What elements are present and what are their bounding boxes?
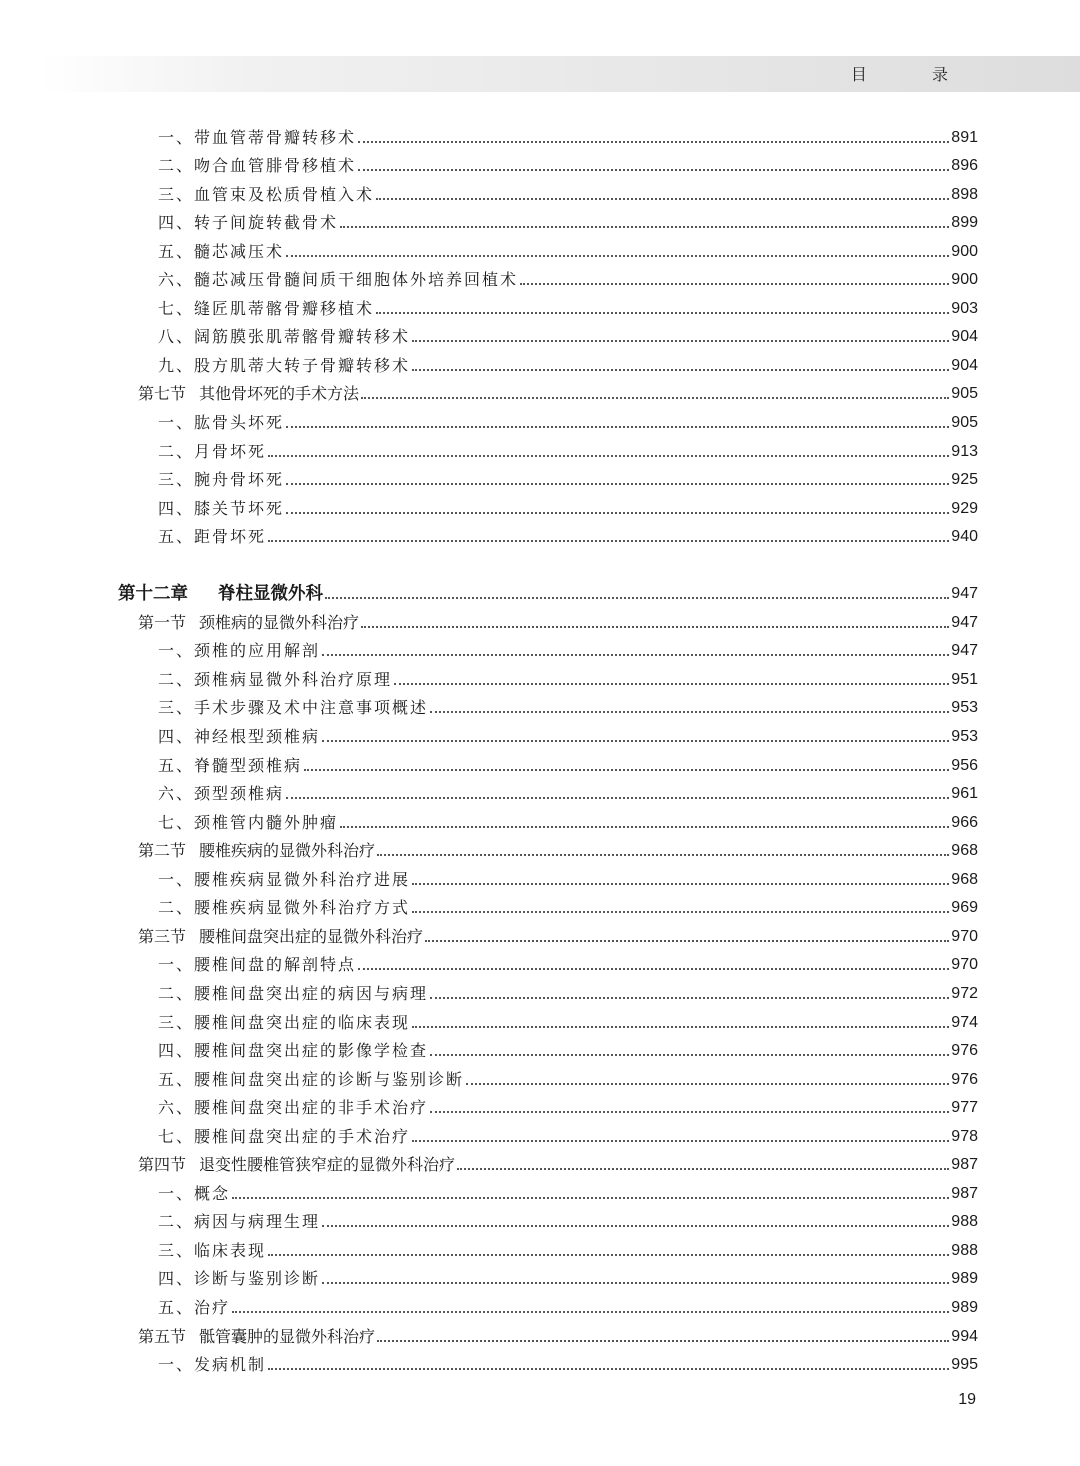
toc-item-title: 七、腰椎间盘突出症的手术治疗	[158, 1126, 411, 1146]
chapter-heading-page: 947	[951, 585, 978, 603]
toc-item[interactable]	[118, 462, 978, 491]
toc-item-page: 972	[951, 984, 978, 1002]
toc-item-title: 四、转子间旋转截骨术	[158, 213, 339, 233]
toc-item-title: 七、缝匠肌蒂髂骨瓣移植术	[158, 298, 375, 318]
toc-item-title: 二、月骨坏死	[158, 441, 267, 461]
toc-item-page: 956	[951, 756, 978, 774]
toc-item[interactable]	[118, 148, 978, 177]
section-heading-title	[138, 1327, 375, 1347]
toc-item[interactable]	[118, 1347, 978, 1376]
toc-item-page: 900	[951, 271, 978, 289]
toc-item[interactable]	[118, 661, 978, 690]
toc-item-page: 896	[951, 157, 978, 175]
toc-item-page: 951	[951, 670, 978, 688]
toc-item-title: 二、颈椎病显微外科治疗原理	[158, 669, 393, 689]
toc-item-title: 五、髓芯减压术	[158, 241, 285, 261]
toc-item[interactable]	[118, 1004, 978, 1033]
section-heading-title	[138, 1155, 455, 1175]
toc-item[interactable]	[118, 776, 978, 805]
toc-item-title: 四、腰椎间盘突出症的影像学检查	[158, 1041, 429, 1061]
leader-dots	[322, 1225, 949, 1227]
leader-dots	[412, 369, 949, 371]
toc-item-page: 929	[951, 499, 978, 517]
toc-item-page: 989	[951, 1298, 978, 1316]
section-heading-label: 退变性腰椎管狭窄症的显微外科治疗	[199, 1155, 456, 1175]
toc-item-page: 988	[951, 1241, 978, 1259]
toc-item-page: 905	[951, 414, 978, 432]
toc-item-title: 三、临床表现	[158, 1240, 267, 1260]
toc-item[interactable]	[118, 1175, 978, 1204]
toc-item-page: 977	[951, 1099, 978, 1117]
leader-dots	[361, 397, 949, 399]
section-heading-number: 第二节	[138, 841, 187, 861]
toc-item-title: 七、颈椎管内髓外肿瘤	[158, 812, 339, 832]
section-heading-number: 第四节	[138, 1155, 187, 1175]
toc-item[interactable]	[118, 633, 978, 662]
section-heading-label: 腰椎疾病的显微外科治疗	[199, 841, 376, 861]
toc-item[interactable]	[118, 433, 978, 462]
toc-item-page: 953	[951, 699, 978, 717]
section-heading-title	[138, 927, 423, 947]
leader-dots	[412, 911, 949, 913]
toc-item[interactable]	[118, 404, 978, 433]
leader-dots	[268, 540, 949, 542]
toc-item-page: 903	[951, 299, 978, 317]
toc-item[interactable]	[118, 1204, 978, 1233]
leader-dots	[286, 483, 949, 485]
toc-item-title: 一、肱骨头坏死	[158, 413, 285, 433]
leader-dots	[430, 711, 949, 713]
toc-item-title: 二、病因与病理生理	[158, 1212, 321, 1232]
toc-item[interactable]	[118, 205, 978, 234]
toc-item-title: 一、概念	[158, 1183, 231, 1203]
leader-dots	[457, 1168, 949, 1170]
leader-dots	[340, 826, 949, 828]
toc-item-page: 947	[951, 642, 978, 660]
leader-dots	[430, 997, 949, 999]
toc-item-title: 二、腰椎间盘突出症的病因与病理	[158, 983, 429, 1003]
toc-item[interactable]	[118, 233, 978, 262]
toc-item[interactable]	[118, 1061, 978, 1090]
leader-dots	[322, 654, 949, 656]
table-of-contents	[118, 119, 978, 1375]
toc-item-title: 九、股方肌蒂大转子骨瓣转移术	[158, 355, 411, 375]
leader-dots	[286, 512, 949, 514]
section-heading-page: 970	[951, 927, 978, 945]
toc-item-title: 三、手术步骤及术中注意事项概述	[158, 698, 429, 718]
toc-item[interactable]	[118, 975, 978, 1004]
section-heading-title	[138, 613, 359, 633]
section-heading-page: 968	[951, 842, 978, 860]
toc-item[interactable]	[118, 804, 978, 833]
chapter-heading-title	[118, 584, 323, 604]
page-number: 19	[958, 1391, 976, 1408]
toc-item[interactable]	[118, 718, 978, 747]
toc-item[interactable]	[118, 290, 978, 319]
toc-item[interactable]	[118, 347, 978, 376]
toc-item-title: 一、颈椎的应用解剖	[158, 641, 321, 661]
section-heading[interactable]	[118, 918, 978, 947]
chapter-spacer	[118, 547, 978, 576]
leader-dots	[412, 1026, 949, 1028]
section-heading-number: 第三节	[138, 926, 187, 946]
toc-item-page: 891	[951, 128, 978, 146]
toc-item-page: 904	[951, 328, 978, 346]
leader-dots	[376, 312, 949, 314]
toc-item[interactable]	[118, 262, 978, 291]
toc-item-title: 六、颈型颈椎病	[158, 784, 285, 804]
toc-item-title: 五、腰椎间盘突出症的诊断与鉴别诊断	[158, 1069, 465, 1089]
toc-item-page: 969	[951, 899, 978, 917]
toc-item-page: 989	[951, 1270, 978, 1288]
section-heading[interactable]	[118, 833, 978, 862]
toc-item-title: 三、血管束及松质骨植入术	[158, 184, 375, 204]
toc-item[interactable]	[118, 176, 978, 205]
section-heading-label: 颈椎病的显微外科治疗	[199, 612, 360, 632]
toc-item[interactable]	[118, 1289, 978, 1318]
leader-dots	[430, 1054, 949, 1056]
toc-item-title: 六、髓芯减压骨髓间质干细胞体外培养回植术	[158, 270, 519, 290]
section-heading-number: 第五节	[138, 1326, 187, 1346]
toc-item-page: 974	[951, 1013, 978, 1031]
toc-item[interactable]	[118, 747, 978, 776]
section-heading-title	[138, 841, 375, 861]
toc-item-title: 一、腰椎疾病显微外科治疗进展	[158, 869, 411, 889]
toc-item-title: 五、距骨坏死	[158, 527, 267, 547]
leader-dots	[304, 769, 949, 771]
toc-item-title: 二、腰椎疾病显微外科治疗方式	[158, 898, 411, 918]
leader-dots	[394, 683, 949, 685]
section-heading-page: 905	[951, 385, 978, 403]
leader-dots	[425, 940, 949, 942]
toc-item-page: 976	[951, 1042, 978, 1060]
toc-item-title: 五、脊髓型颈椎病	[158, 755, 303, 775]
leader-dots	[268, 1254, 949, 1256]
toc-item-page: 900	[951, 242, 978, 260]
leader-dots	[286, 255, 949, 257]
section-heading-title	[138, 384, 359, 404]
chapter-heading-label: 脊柱显微外科	[218, 584, 323, 605]
toc-item-page: 898	[951, 185, 978, 203]
leader-dots	[322, 1282, 949, 1284]
toc-item-page: 976	[951, 1070, 978, 1088]
leader-dots	[377, 854, 949, 856]
toc-item[interactable]	[118, 690, 978, 719]
toc-item-page: 899	[951, 214, 978, 232]
leader-dots	[412, 883, 949, 885]
section-heading-number: 第七节	[138, 384, 187, 404]
toc-item-title: 三、腕舟骨坏死	[158, 470, 285, 490]
leader-dots	[358, 968, 949, 970]
leader-dots	[358, 141, 949, 143]
leader-dots	[377, 1340, 949, 1342]
toc-item-page: 904	[951, 356, 978, 374]
toc-item-title: 四、诊断与鉴别诊断	[158, 1269, 321, 1289]
toc-item[interactable]	[118, 1033, 978, 1062]
leader-dots	[520, 283, 949, 285]
leader-dots	[358, 169, 949, 171]
toc-item-page: 961	[951, 785, 978, 803]
section-heading-page: 994	[951, 1327, 978, 1345]
toc-item-title: 一、腰椎间盘的解剖特点	[158, 955, 357, 975]
leader-dots	[340, 226, 949, 228]
toc-item-page: 987	[951, 1184, 978, 1202]
section-heading[interactable]	[118, 376, 978, 405]
section-heading[interactable]	[118, 1147, 978, 1176]
toc-item[interactable]	[118, 1232, 978, 1261]
leader-dots	[232, 1197, 949, 1199]
toc-item-page: 968	[951, 870, 978, 888]
section-heading-number: 第一节	[138, 612, 187, 632]
toc-item[interactable]	[118, 1261, 978, 1290]
toc-item-page: 978	[951, 1127, 978, 1145]
toc-item-page: 966	[951, 813, 978, 831]
leader-dots	[268, 455, 949, 457]
toc-item[interactable]	[118, 861, 978, 890]
toc-item-page: 988	[951, 1213, 978, 1231]
leader-dots	[412, 340, 949, 342]
leader-dots	[361, 626, 949, 628]
leader-dots	[376, 198, 949, 200]
toc-item-page: 940	[951, 528, 978, 546]
leader-dots	[232, 1311, 949, 1313]
leader-dots	[268, 1368, 949, 1370]
leader-dots	[286, 426, 949, 428]
toc-item[interactable]	[118, 947, 978, 976]
toc-item-page: 970	[951, 956, 978, 974]
toc-item-title: 六、腰椎间盘突出症的非手术治疗	[158, 1098, 429, 1118]
section-heading-label: 腰椎间盘突出症的显微外科治疗	[199, 926, 424, 946]
leader-dots	[466, 1083, 949, 1085]
section-heading-label: 骶管囊肿的显微外科治疗	[199, 1326, 376, 1346]
toc-item[interactable]	[118, 890, 978, 919]
toc-item-title: 八、阔筋膜张肌蒂髂骨瓣转移术	[158, 327, 411, 347]
toc-item-title: 五、治疗	[158, 1297, 231, 1317]
toc-item-title: 二、吻合血管腓骨移植术	[158, 156, 357, 176]
chapter-heading[interactable]	[118, 576, 978, 605]
leader-dots	[412, 1140, 949, 1142]
toc-item-title: 三、腰椎间盘突出症的临床表现	[158, 1012, 411, 1032]
toc-item[interactable]	[118, 519, 978, 548]
toc-item-title: 四、神经根型颈椎病	[158, 727, 321, 747]
chapter-heading-number: 第十二章	[118, 584, 188, 605]
section-heading[interactable]	[118, 1318, 978, 1347]
section-heading[interactable]	[118, 604, 978, 633]
toc-item-title: 四、膝关节坏死	[158, 498, 285, 518]
leader-dots	[322, 740, 949, 742]
toc-item-page: 913	[951, 442, 978, 460]
toc-item-page: 995	[951, 1356, 978, 1374]
leader-dots	[325, 597, 949, 599]
toc-item[interactable]	[118, 1090, 978, 1119]
toc-item-page: 925	[951, 471, 978, 489]
leader-dots	[286, 797, 949, 799]
leader-dots	[430, 1111, 949, 1113]
toc-item-title: 一、发病机制	[158, 1355, 267, 1375]
section-heading-label: 其他骨坏死的手术方法	[199, 384, 360, 404]
toc-item[interactable]	[118, 490, 978, 519]
toc-item[interactable]	[118, 319, 978, 348]
running-header-title: 目 录	[850, 65, 978, 84]
toc-item-page: 953	[951, 728, 978, 746]
section-heading-page: 987	[951, 1156, 978, 1174]
section-heading-page: 947	[951, 613, 978, 631]
toc-item[interactable]	[118, 1118, 978, 1147]
toc-item-title: 一、带血管蒂骨瓣转移术	[158, 127, 357, 147]
toc-item[interactable]	[118, 119, 978, 148]
